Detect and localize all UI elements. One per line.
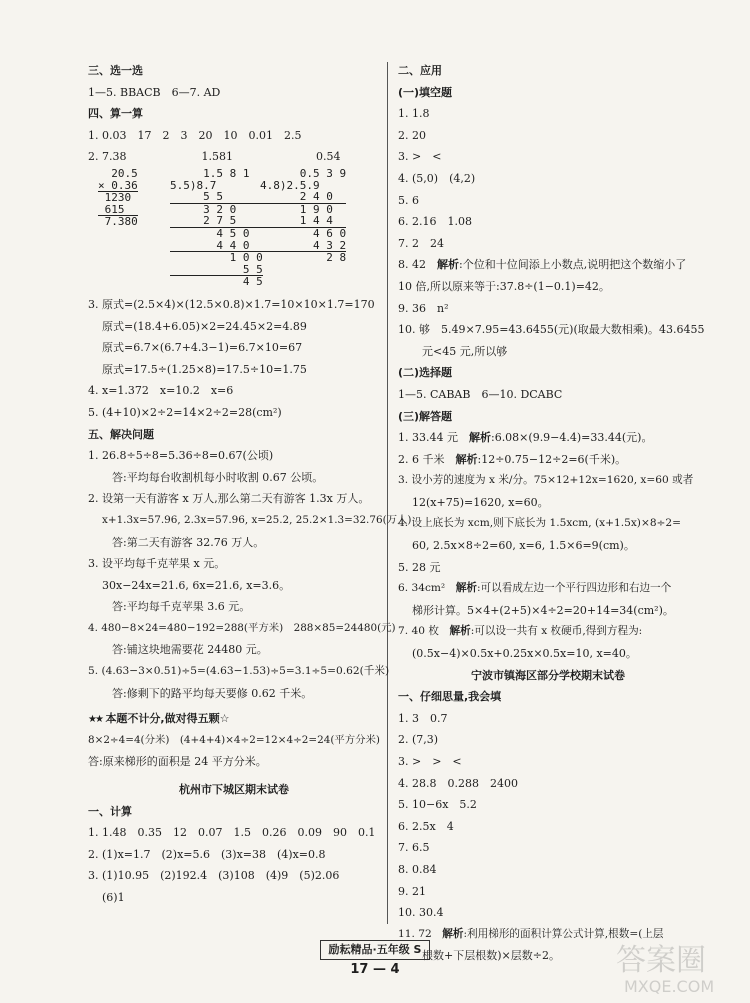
solve-item-3-cont: 12(x+75)=1620, x=60。 [412,495,549,509]
fill-item-10: 10. 够 5.49×7.95=43.6455(元)(取最大数相乘)。43.6455 [398,323,705,337]
calc-q3-line: 原式=6.7×(6.7+4.3−1)=6.7×10=67 [102,341,303,355]
hangzhou-line: (6)1 [102,891,125,904]
solve-item-7-cont: (0.5x−4)×0.5x+0.25x×0.5x=10, x=40。 [412,647,637,661]
problem-1-line: 1. 26.8÷5÷8=5.36÷8=0.67(公顷) [88,449,274,463]
solve-item-2 [398,449,698,471]
calc-row: 5 5 [170,262,263,276]
fill-item-10-cont: 元<45 元,所以够 [422,344,508,358]
hangzhou-line: 1. 1.48 0.35 12 0.07 1.5 0.26 0.09 90 0.1 [88,826,376,840]
watermark-site: MXQE.COM [624,977,715,996]
solve-item-7 [398,621,698,643]
calc-q2-label: 2. 7.38 [88,150,127,164]
ningbo-item-11-answer: 11. 72 [398,927,443,940]
hangzhou-line: 3. (1)10.95 (2)192.4 (3)108 (4)9 (5)2.06 [88,869,340,883]
ningbo-item-11-cont: 根数+下层根数)×层数÷2。 [422,949,560,963]
fill-item: 1. 1.8 [398,107,430,121]
vertical-calculations [88,168,380,294]
solve-item-4: 4. 设上底长为 xcm,则下底长为 1.5xcm, (x+1.5x)×8÷2= [398,517,682,530]
calc-row: 4 6 0 [260,226,347,240]
calc-q4: 4. x=1.372 x=10.2 x=6 [88,384,234,398]
hangzhou-exam-title: 杭州市下城区期末试卷 [179,783,289,797]
calc-row: 2 4 0 [260,191,346,204]
analysis-label: 解析 [449,625,471,638]
calc-q3-line: 原式=(18.4+6.05)×2=24.45×2=4.89 [102,319,307,333]
ningbo-item: 2. (7,3) [398,733,439,747]
section-3-answers: 1—5. BBACB 6—7. AD [88,85,221,99]
problem-2-line: 2. 设第一天有游客 x 万人,那么第二天有游客 1.3x 万人。 [88,492,370,506]
division-vertical-1 [170,168,263,288]
fill-item: 3. > < [398,150,442,164]
calc-row: 5 5 [170,191,263,204]
ningbo-item: 4. 28.8 0.288 2400 [398,776,518,790]
calc-row: 615 [98,204,138,217]
calc-row: 4 3 2 [260,238,347,252]
section-4-heading: 四、算一算 [88,107,143,121]
calc-q1: 1. 0.03 17 2 3 20 10 0.01 2.5 [88,128,302,142]
calc-row: 1 0 0 [170,251,263,265]
solve-item-6-answer: 6. 34cm² [398,582,456,595]
hangzhou-calc-heading: 一、计算 [88,804,132,818]
calc-q3-line: 原式=17.5÷(1.25×8)=17.5÷10=1.75 [102,362,307,376]
bonus-line: 8×2÷4=4(分米) (4+4+4)×4÷2=12×4÷2=24(平方分米) [88,733,380,746]
problem-5-line: 5. (4.63−3×0.51)÷5=(4.63−1.53)÷5=3.1÷5=0.62(千米) [88,665,390,678]
calc-row: 7.380 [98,215,138,229]
calc-row: 20.5 [98,166,138,180]
calc-row: 4.8)2.5.9 [260,178,320,192]
solve-item-7-answer: 7. 40 枚 [398,625,450,638]
watermark-text: 答案圈 [616,943,706,978]
problem-5-answer: 答:修剩下的路平均每天要修 0.62 千米。 [112,686,313,700]
ningbo-exam-title: 宁波市镇海区部分学校期末试卷 [471,668,625,682]
fill-item: 4. (5,0) (4,2) [398,171,476,185]
choice-heading: (二)选择题 [398,366,453,380]
footer-brand: 励耘精品·五年级 S [320,940,431,960]
solve-item-1-answer: 1. 33.44 元 [398,431,469,445]
right-column [398,60,705,967]
watermark-logo [610,930,740,1000]
section-5-heading: 五、解决问题 [88,427,154,441]
problem-4-answer: 答:铺这块地需要花 24480 元。 [112,643,268,657]
problem-3-answer: 答:平均每千克苹果 3.6 元。 [112,600,251,614]
analysis-label: 解析 [468,431,491,445]
problem-3-line: 3. 设平均每千克苹果 x 元。 [88,557,226,571]
problem-2-answer: 答:第二天有游客 32.76 万人。 [112,535,265,549]
calc-row: 1 9 0 [260,202,333,216]
fill-item-8-answer: 8. 42 [398,258,437,272]
column-divider [387,62,388,924]
calc-row: 2 8 [260,251,347,265]
calc-q2-result-2: 1.58 [201,150,226,164]
fill-item: 7. 2 24 [398,236,444,250]
hangzhou-line: 2. (1)x=1.7 (2)x=5.6 (3)x=38 (4)x=0.8 [88,847,326,861]
calc-q2-result-3: 0.54 [315,150,341,164]
calc-row: × 0.36 [98,178,138,192]
solve-item-7-text: :可以设一共有 x 枚硬币,得到方程为: [470,625,643,638]
calc-row: 4 5 [170,275,263,289]
calc-q5: 5. (4+10)×2÷2=14×2÷2=28(cm²) [88,405,282,419]
ningbo-item-11-text: :利用梯形的面积计算公式计算,根数=(上层 [463,927,664,940]
division-vertical-2 [260,168,346,264]
problem-3-line: 30x−24x=21.6, 6x=21.6, x=3.6。 [102,578,291,592]
calc-row: 0.5 3 9 [260,166,347,180]
solve-item-5: 5. 28 元 [398,560,441,574]
fill-item-9: 9. 36 n² [398,301,449,315]
bonus-answer: 答:原来梯形的面积是 24 平方分米。 [88,755,267,769]
solve-item-2-answer: 2. 6 千米 [398,452,456,466]
ningbo-item: 7. 6.5 [398,841,430,855]
calc-row: 3 2 0 [170,202,237,216]
calc-row: 1 4 4 [260,215,346,228]
calc-row: 5.5)8.7 [170,178,217,192]
page-number: 17 — 4 [350,962,400,977]
analysis-label: 解析 [455,582,477,595]
section-3-heading: 三、选一选 [88,64,143,77]
fill-item-8-text: :个位和十位间添上小数点,说明把这个数缩小了 10 倍,所以原来等于:37.8÷(1−0.1)=42。 [398,258,687,293]
repeating-digit: 1 [225,150,233,164]
calc-q2-results [88,146,380,168]
solve-item-1 [398,427,698,449]
ningbo-item: 9. 21 [398,884,426,898]
solve-item-2-text: :12÷0.75−12÷2=6(千米)。 [477,452,627,466]
analysis-label: 解析 [437,258,459,272]
calc-row: 2 7 5 [170,215,263,228]
solve-item-6 [398,578,698,600]
calc-row: 1230 [98,191,132,205]
analysis-label: 解析 [442,927,464,940]
solve-item-6-text: :可以看成左边一个平行四边形和右边一个 [476,582,672,595]
ningbo-item: 6. 2.5x 4 [398,819,454,833]
fill-item: 5. 6 [398,193,419,207]
ningbo-item: 10. 30.4 [398,906,444,920]
calc-row: 4 5 0 [170,226,250,240]
calc-row: 4 4 0 [170,240,263,253]
ningbo-item: 8. 0.84 [398,862,437,876]
bonus-note: 本题不计分,做对得五颗☆ [105,712,230,726]
choice-answers: 1—5. CABAB 6—10. DCABC [398,387,563,401]
fill-item: 2. 20 [398,128,426,142]
bonus-heading [88,708,380,730]
application-heading: 二、应用 [398,64,442,77]
calc-q3-line: 3. 原式=(2.5×4)×(12.5×0.8)×1.7=10×10×1.7=170 [88,297,375,311]
ningbo-item: 1. 3 0.7 [398,711,448,725]
fill-item: 6. 2.16 1.08 [398,215,472,229]
star-icon: ★★ [88,714,102,726]
analysis-label: 解析 [455,452,478,466]
problem-1-answer: 答:平均每台收割机每小时收割 0.67 公顷。 [112,470,324,484]
solve-item-1-text: :6.08×(9.9−4.4)=33.44(元)。 [490,431,653,445]
problem-4-line: 4. 480−8×24=480−192=288(平方米) 288×85=24480(元) [88,621,396,634]
fill-item-8 [398,254,698,297]
ningbo-item: 5. 10−6x 5.2 [398,798,477,812]
calc-row: 1.5 8 1 [170,166,250,180]
solve-heading: (三)解答题 [398,409,453,423]
solve-item-6-cont: 梯形计算。5×4+(2+5)×4÷2=20+14=34(cm²)。 [412,603,674,617]
fill-blank-heading: (一)填空题 [398,85,453,99]
ningbo-fill-heading: 一、仔细思量,我会填 [398,690,502,704]
multiplication-vertical [98,168,138,228]
ningbo-item: 3. > > < [398,755,462,768]
solve-item-3: 3. 设小芳的速度为 x 米/分。75×12+12x=1620, x=60 或者 [398,474,694,487]
solve-item-4-cont: 60, 2.5x×8÷2=60, x=6, 1.5×6=9(cm)。 [412,539,635,553]
problem-2-line: x+1.3x=57.96, 2.3x=57.96, x=25.2, 25.2×1.3=32.76(万人) [102,513,412,526]
